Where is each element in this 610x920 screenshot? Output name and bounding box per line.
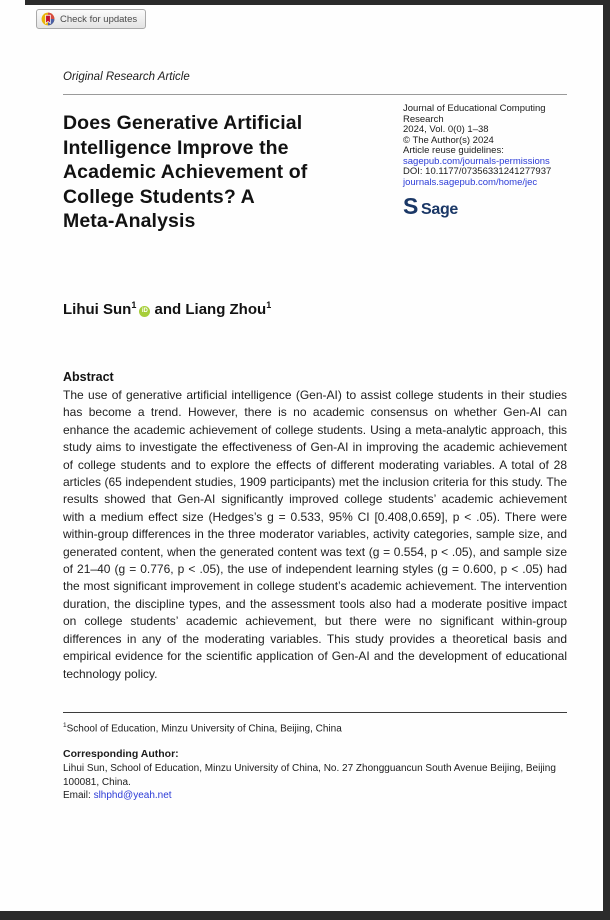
scan-edge-top — [25, 0, 610, 5]
title-line: Academic Achievement of — [63, 161, 308, 183]
title-line: Meta-Analysis — [63, 210, 196, 232]
journal-volume: 2024, Vol. 0(0) 1–38 — [403, 124, 489, 135]
footnote-divider — [63, 712, 567, 713]
author-2-affiliation-sup: 1 — [266, 300, 272, 310]
page-title — [63, 111, 393, 234]
authors-connector: and — [154, 301, 182, 318]
affiliation-text: School of Education, Minzu University of China, Beijing, China — [66, 723, 342, 735]
journal-info-block — [403, 104, 573, 218]
abstract-section — [63, 370, 567, 683]
author-2: Liang Zhou — [185, 301, 267, 318]
title-line: Intelligence Improve the — [63, 136, 289, 159]
article-type-label: Original Research Article — [63, 71, 190, 83]
reuse-guidelines-label: Article reuse guidelines: — [403, 145, 504, 156]
authors-line — [63, 300, 271, 318]
orcid-icon[interactable]: iD — [139, 306, 150, 317]
journal-home-link[interactable]: journals.sagepub.com/home/jec — [403, 176, 538, 188]
abstract-heading: Abstract — [63, 370, 114, 384]
sage-logo-mark: S — [403, 193, 419, 219]
header-divider — [63, 94, 567, 95]
title-line: Does Generative Artificial — [63, 112, 303, 134]
abstract-text: The use of generative artificial intelligence (Gen-AI) to assist college students in their studies has become a trend. However, there is no academic consensus on whether Gen-AI can enhance the academic achievement of college students. Using a meta-analytic approach, this study aims to investigate the effectiveness of Gen-AI in improving the academic achievement of college students and to explore the effects of different moderating variables. A total of 28 articles (65 independent studies, 1909 participants) met the inclusion criteria for this study. The results showed that Gen-AI significantly improved college students’ academic achievement with a medium effect size (Hedges’s g = 0.533, 95% CI [0.408,0.659], p < .05). There were within-group differences in the three moderator variables, activity categories, sample size, and generated content, when the generated content was text (g = 0.554, p < .05), and sample size of 21–40 (g = 0.776, p < .05), the use of independent learning styles (g = 0.600, p < .05) had the most significant improvement in college student’s academic achievement. The intervention duration, the discipline types, and the assessment tools also had a moderate positive impact on college students’ academic achievement, but there were no significant within-group differences in any of the moderating variables. This study provides a theoretical basis and empirical evidence for the scientific application of Gen-AI and the development of educational technology policy. — [63, 388, 567, 681]
scan-edge-right — [603, 0, 610, 920]
check-for-updates-label: Check for updates — [60, 13, 138, 25]
sage-logo — [403, 195, 573, 218]
journal-name-line2: Research — [403, 113, 444, 125]
journal-name-line1: Journal of Educational Computing — [403, 103, 546, 114]
author-1: Lihui Sun — [63, 301, 132, 318]
corresponding-author-details: Lihui Sun, School of Education, Minzu University of China, No. 27 Zhongguancun South Avenue Beijing, Beijing 100081, China. — [63, 763, 556, 788]
affiliation-note — [63, 722, 567, 734]
doi-line: DOI: 10.1177/07356331241277937 — [403, 166, 552, 177]
email-link[interactable]: slhphd@yeah.net — [93, 790, 172, 802]
affiliation-sup: 1 — [63, 722, 67, 729]
footnote-block — [63, 712, 567, 801]
check-for-updates-button[interactable] — [36, 9, 146, 29]
email-line — [63, 790, 567, 801]
permissions-link[interactable]: sagepub.com/journals-permissions — [403, 155, 550, 167]
author-1-affiliation-sup: 1 — [131, 300, 137, 310]
email-label: Email: — [63, 790, 91, 802]
title-line: College Students? A — [63, 185, 255, 208]
corresponding-author-heading: Corresponding Author: — [63, 748, 179, 761]
journal-copyright: © The Author(s) 2024 — [403, 134, 494, 146]
sage-logo-wordmark: Sage — [420, 201, 459, 218]
scan-edge-bottom — [0, 911, 610, 920]
crossmark-icon — [41, 12, 55, 26]
